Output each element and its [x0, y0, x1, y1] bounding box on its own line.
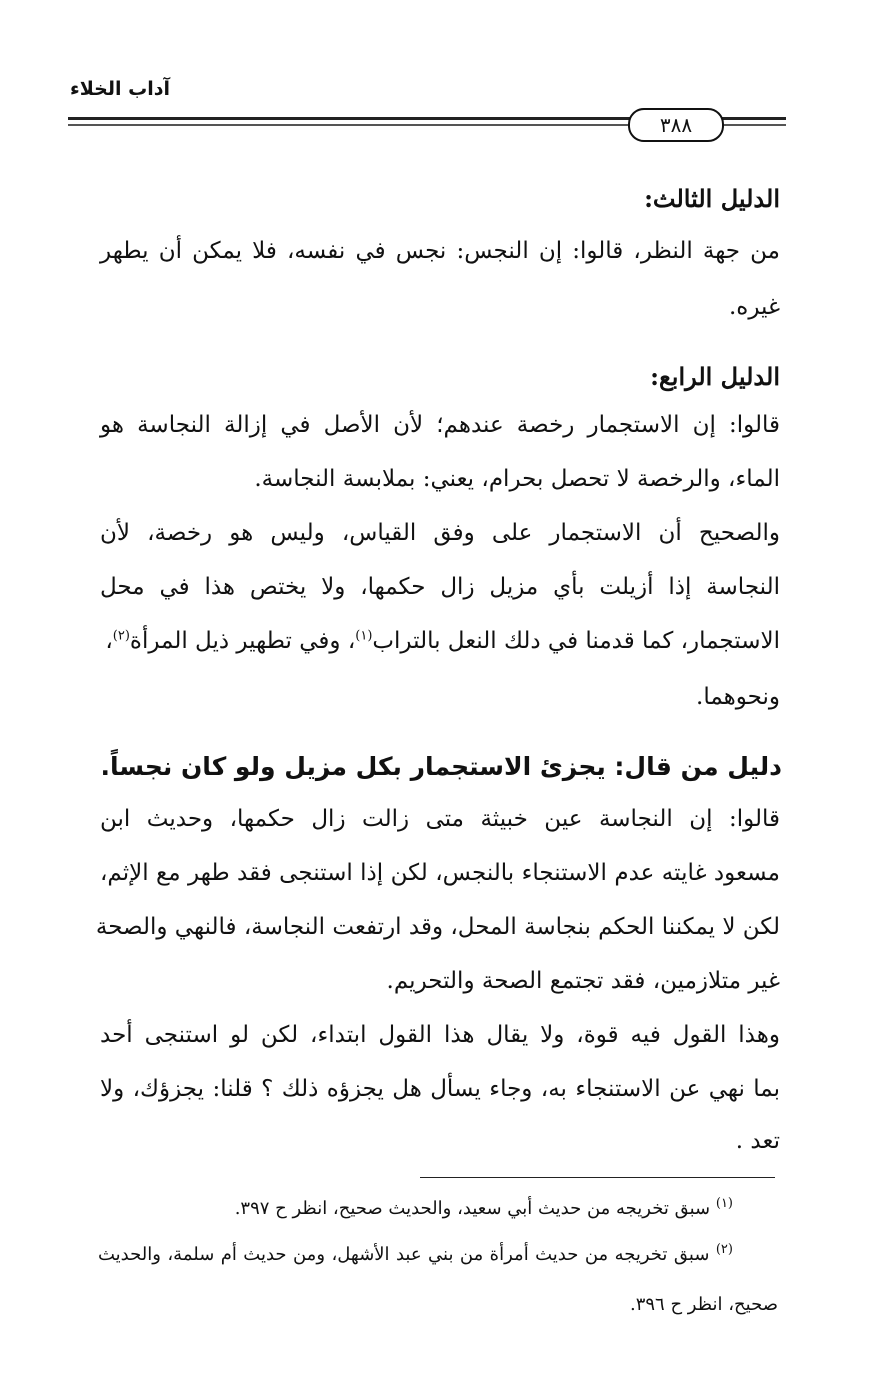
paragraph-line: وهذا القول فيه قوة، ولا يقال هذا القول ابتداء، لكن لو استنجى أحد	[100, 1022, 780, 1048]
paragraph-line: تعد .	[735, 1128, 780, 1154]
paragraph-line: الماء، والرخصة لا تحصل بحرام، يعني: بملابسة النجاسة.	[254, 466, 780, 492]
paragraph-line: من جهة النظر، قالوا: إن النجس: نجس في نفسه، فلا يمكن أن يطهر	[100, 238, 780, 264]
paragraph-line: النجاسة إذا أزيلت بأي مزيل زال حكمها، ولا يختص هذا في محل	[100, 574, 780, 600]
paragraph-line-with-footnote-refs	[105, 628, 780, 654]
paragraph-line: قالوا: إن الاستجمار رخصة عندهم؛ لأن الأصل في إزالة النجاسة هو	[100, 412, 780, 438]
heading-fourth-evidence: الدليل الرابع:	[650, 362, 780, 391]
paragraph-line: غيره.	[728, 294, 780, 320]
paragraph-line: مسعود غايته عدم الاستنجاء بالنجس، لكن إذا استنجى فقد طهر مع الإثم،	[100, 860, 780, 886]
footnote-mark-1: (١)	[715, 1196, 733, 1211]
heading-main-evidence: دليل من قال: يجزئ الاستجمار بكل مزيل ولو كان نجساً.	[100, 752, 782, 781]
text-segment: الاستجمار، كما قدمنا في دلك النعل بالتراب	[372, 628, 780, 654]
page-number: ٣٨٨	[628, 108, 724, 142]
footnote-ref-1[interactable]: (١)	[355, 628, 373, 644]
footnote-2	[98, 1242, 733, 1265]
footnote-1	[235, 1196, 733, 1219]
text-segment: ، وفي تطهير ذيل المرأة	[129, 628, 356, 654]
paragraph-line: والصحيح أن الاستجمار على وفق القياس، وليس هو رخصة، لأن	[100, 520, 780, 546]
footnote-separator	[420, 1177, 775, 1178]
paragraph-line: بما نهي عن الاستنجاء به، وجاء يسأل هل يجزؤه ذلك ؟ قلنا: يجزؤك، ولا	[100, 1076, 780, 1102]
footnote-text: سبق تخريجه من حديث أبي سعيد، والحديث صحيح، انظر ح ٣٩٧.	[234, 1198, 711, 1219]
body-text	[95, 0, 782, 1180]
paragraph-line: قالوا: إن النجاسة عين خبيثة متى زالت زال حكمها، وحديث ابن	[100, 806, 780, 832]
text-segment: ،	[105, 628, 113, 654]
heading-third-evidence: الدليل الثالث:	[644, 184, 780, 213]
footnote-text: سبق تخريجه من حديث أمرأة من بني عبد الأشهل، ومن حديث أم سلمة، والحديث	[98, 1244, 710, 1265]
paragraph-line: غير متلازمين، فقد تجتمع الصحة والتحريم.	[386, 968, 780, 994]
footnote-ref-2[interactable]: (٢)	[112, 628, 130, 644]
running-title: آداب الخلاء	[70, 78, 170, 100]
paragraph-line: لكن لا يمكننا الحكم بنجاسة المحل، وقد ارتفعت النجاسة، فالنهي والصحة	[95, 914, 780, 940]
paragraph-line: ونحوهما.	[696, 684, 780, 710]
footnote-2-cont: صحيح، انظر ح ٣٩٦.	[629, 1294, 778, 1315]
footnote-mark-2: (٢)	[715, 1242, 733, 1257]
